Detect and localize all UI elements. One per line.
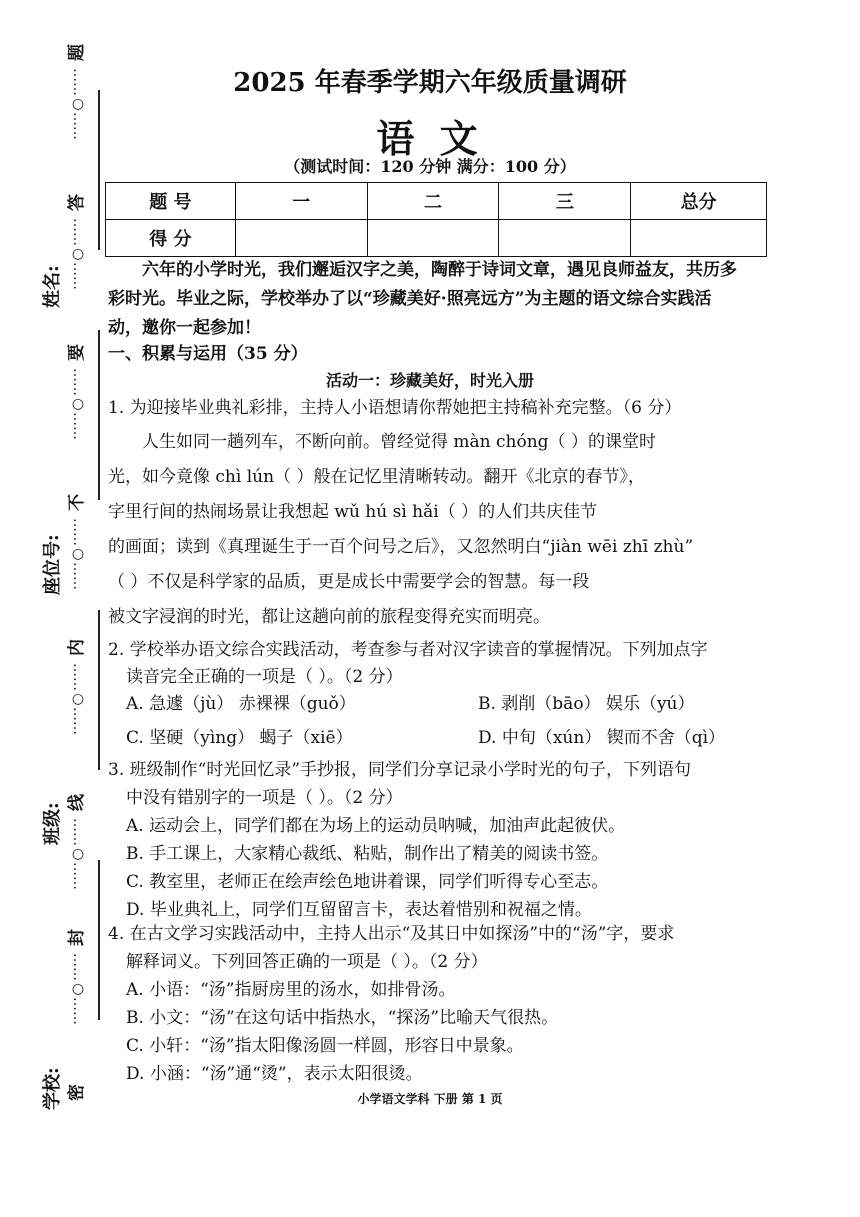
seal-dots: ……○…… (70, 663, 86, 735)
seal-char: 线 (67, 794, 87, 811)
q1-line: 字里行间的热闹场景让我想起 wǔ hú sì hǎi（ ）的人们共庆佳节 (108, 502, 598, 522)
score-header: 总分 (631, 183, 767, 220)
seal-char: 内 (67, 639, 87, 656)
option-c: C. 坚硬（yìng） 蝎子（xiē） (126, 728, 353, 748)
seal-char: 密 (67, 1084, 87, 1101)
option-d: D. 小涵：“汤”通“烫”，表示太阳很烫。 (126, 1064, 423, 1084)
binding-line (98, 610, 100, 770)
question-stem: 4. 在古文学习实践活动中，主持人出示“及其日中如探汤”中的“汤”字，要求 (108, 924, 675, 944)
intro-line: 动，邀你一起参加！ (108, 318, 261, 338)
seat-label: 座位号: (42, 534, 63, 595)
option-d: D. 毕业典礼上，同学们互留留言卡，表达着惜别和祝福之情。 (126, 900, 592, 920)
score-header: 一 (235, 183, 367, 220)
score-header: 二 (367, 183, 499, 220)
q1-line: 光，如今竟像 chì lún（ ）般在记忆里清晰转动。翻开《北京的春节》， (108, 467, 645, 487)
option-b: B. 剥削（bāo） 娱乐（yú） (478, 694, 695, 714)
seal-dots: ……○…… (70, 68, 86, 140)
seal-char: 不 (67, 494, 87, 511)
seal-dots: ……○…… (70, 953, 86, 1025)
score-cell[interactable] (499, 220, 631, 257)
seal-char: 答 (67, 194, 87, 211)
option-b: B. 小文：“汤”在这句话中指热水，“探汤”比喻天气很热。 (126, 1008, 559, 1028)
page-footer: 小学语文学科 下册 第 1 页 (357, 1092, 503, 1106)
score-label: 得 分 (106, 220, 236, 257)
question-stem: 解释词义。下列回答正确的一项是（ ）。（2 分） (126, 952, 488, 972)
q1-line: 被文字浸润的时光，都让这趟向前的旅程变得充实而明亮。 (108, 607, 550, 627)
score-cell[interactable] (235, 220, 367, 257)
score-cell[interactable] (631, 220, 767, 257)
seal-dots: ……○…… (70, 518, 86, 590)
section-heading: 一、积累与运用（35 分） (108, 344, 308, 364)
school-label: 学校: (42, 1067, 63, 1110)
activity-heading: 活动一：珍藏美好，时光入册 (325, 371, 534, 390)
binding-line (98, 330, 100, 500)
option-b: B. 手工课上，大家精心裁纸、粘贴，制作出了精美的阅读书签。 (126, 844, 609, 864)
seal-dots: ……○…… (70, 218, 86, 290)
option-a: A. 急遽（jù） 赤裸裸（guǒ） (126, 694, 356, 714)
name-label: 姓名: (42, 265, 63, 308)
seal-char: 要 (67, 344, 87, 361)
score-header: 三 (499, 183, 631, 220)
score-cell[interactable] (367, 220, 499, 257)
question-stem: 2. 学校举办语文综合实践活动，考查参与者对汉字读音的掌握情况。下列加点字 (108, 640, 708, 660)
exam-title: 2025 年春季学期六年级质量调研 (233, 68, 627, 98)
score-table (105, 182, 767, 257)
binding-line (98, 860, 100, 1020)
q1-line: 人生如同一趟列车，不断向前。曾经觉得 màn chóng（ ）的课堂时 (142, 432, 656, 452)
question-stem: 读音完全正确的一项是（ ）。（2 分） (126, 667, 403, 687)
exam-info: （测试时间：120 分钟 满分：100 分） (284, 157, 576, 176)
question-stem: 1. 为迎接毕业典礼彩排，主持人小语想请你帮她把主持稿补充完整。（6 分） (108, 398, 682, 418)
seal-dots: ……○…… (70, 818, 86, 890)
option-d: D. 中旬（xún） 锲而不舍（qì） (478, 728, 726, 748)
q1-line: 的画面；读到《真理诞生于一百个问号之后》，又忽然明白“jiàn wēi zhī zhù” (108, 537, 694, 557)
class-label: 班级: (42, 802, 63, 845)
option-c: C. 教室里，老师正在绘声绘色地讲着课，同学们听得专心至志。 (126, 872, 609, 892)
seal-char: 封 (67, 929, 87, 946)
question-stem: 3. 班级制作“时光回忆录”手抄报，同学们分享记录小学时光的句子，下列语句 (108, 760, 692, 780)
seal-char: 题 (67, 44, 87, 61)
question-stem: 中没有错别字的一项是（ ）。（2 分） (126, 788, 403, 808)
option-a: A. 运动会上，同学们都在为场上的运动员呐喊，加油声此起彼伏。 (126, 816, 626, 836)
q1-line: （ ）不仅是科学家的品质，更是成长中需要学会的智慧。每一段 (108, 572, 590, 592)
intro-line: 彩时光。毕业之际，学校举办了以“珍藏美好·照亮远方”为主题的语文综合实践活 (108, 289, 712, 309)
seal-dots: ……○…… (70, 368, 86, 440)
option-a: A. 小语：“汤”指厨房里的汤水，如排骨汤。 (126, 980, 456, 1000)
score-header: 题 号 (106, 183, 236, 220)
intro-line: 六年的小学时光，我们邂逅汉字之美，陶醉于诗词文章，遇见良师益友，共历多 (142, 260, 737, 280)
option-c: C. 小轩：“汤”指太阳像汤圆一样圆，形容日中景象。 (126, 1036, 524, 1056)
subject-title: 语 文 (376, 116, 484, 161)
